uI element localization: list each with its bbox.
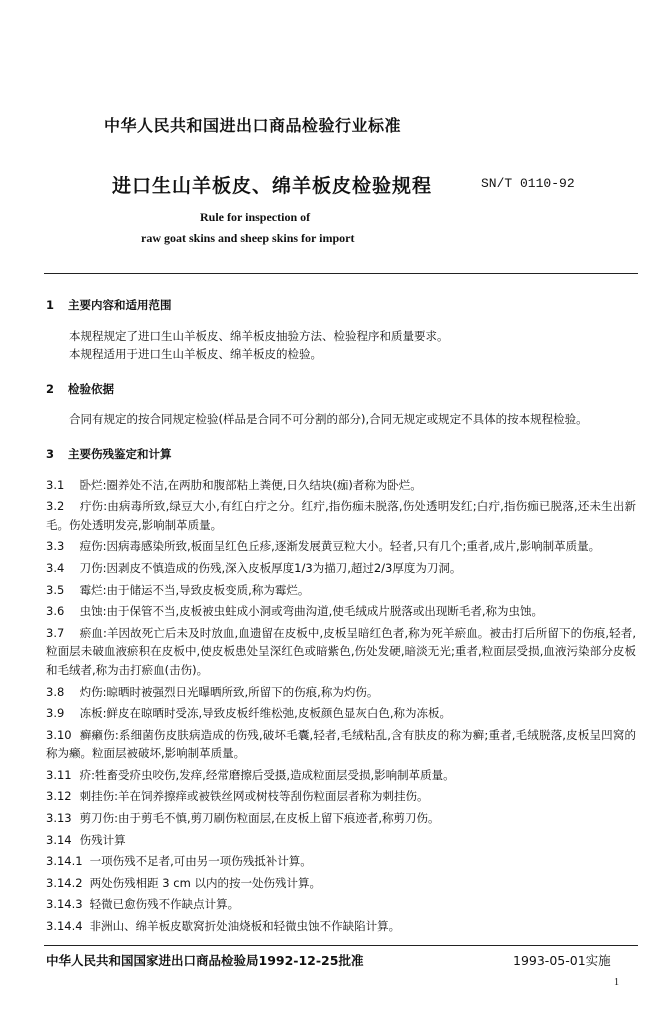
clause-item <box>46 726 636 763</box>
section-number: 1 <box>46 298 55 312</box>
section-title: 主要伤残鉴定和计算 <box>68 446 172 461</box>
clause-item <box>46 497 636 534</box>
clause-text: 虫蚀:由于保管不当,皮板被虫蛀成小洞或弯曲沟道,使毛绒成片脱落或出现断毛者,称为虫蚀。 <box>79 604 543 619</box>
clause-text: 伤残计算 <box>79 832 126 847</box>
clause-number: 3.9 <box>46 706 65 721</box>
clause-number: 3.12 <box>46 789 72 804</box>
clause-text: 癣癞伤:系细菌伤皮肤病造成的伤残,破坏毛囊,轻者,毛绒粘乱,含有肤皮的称为癣;重者,毛绒脱落,皮板呈凹窝的称为癞。粒面层被破坏,影响制革质量。 <box>46 727 637 761</box>
clause-item <box>46 809 636 828</box>
clause-text: 灼伤:晾晒时被强烈日光曝晒所致,所留下的伤痕,称为灼伤。 <box>79 684 379 699</box>
clause-item <box>46 766 636 785</box>
clause-text: 瘀血:羊因故死亡后未及时放血,血遗留在皮板中,皮板呈暗红色者,称为死羊瘀血。被击打后所留下的伤痕,轻者,粒面层未破血液瘀积在皮板中,使皮板患处呈深红色或暗紫色,伤处发硬,暗淡无光;重者,粒面层受损,血液污染部分皮板和毛绒者,称为击打瘀血(击伤)。 <box>46 625 636 677</box>
clause-text: 两处伤残相距 3 cm 以内的按一处伤残计算。 <box>89 875 321 890</box>
clause-text: 卧烂:圈养处不洁,在两肋和腹部粘上粪便,日久结块(痂)者称为卧烂。 <box>79 477 422 492</box>
page-number: 1 <box>614 977 619 988</box>
section-number: 3 <box>46 446 55 461</box>
section-number: 2 <box>46 381 55 396</box>
section-title: 检验依据 <box>68 381 115 396</box>
clause-number: 3.4 <box>46 560 65 575</box>
clause-text: 剪刀伤:由于剪毛不慎,剪刀刷伤粒面层,在皮板上留下痕迹者,称剪刀伤。 <box>79 811 440 826</box>
clause-item <box>46 787 636 806</box>
document-body <box>46 296 636 939</box>
approval-statement: 中华人民共和国国家进出口商品检验局1992-12-25批准 <box>46 953 364 968</box>
clause-text: 刺挂伤:羊在饲养擦痒或被铁丝网或树枝等刮伤粒面层者称为刺挂伤。 <box>79 789 429 804</box>
clause-number: 3.14.2 <box>46 875 83 890</box>
clause-number: 3.14.4 <box>46 919 83 934</box>
clause-number: 3.14 <box>46 832 72 847</box>
clause-number: 3.5 <box>46 582 65 597</box>
clause-number: 3.14.1 <box>46 854 83 869</box>
section-heading-3 <box>46 445 636 464</box>
clause-item <box>46 476 636 495</box>
clause-item <box>46 704 636 723</box>
clause-number: 3.7 <box>46 625 65 640</box>
clause-item <box>46 559 636 578</box>
paragraph: 合同有规定的按合同规定检验(样品是合同不可分割的部分),合同无规定或规定不具体的按本规程检验。 <box>69 412 588 427</box>
footer-divider <box>44 945 638 946</box>
subclause-item <box>46 874 636 893</box>
implementation-date: 1993-05-01实施 <box>513 953 611 968</box>
clause-number: 3.8 <box>46 684 65 699</box>
clause-text: 一项伤残不足者,可由另一项伤残抵补计算。 <box>89 854 312 869</box>
clause-item <box>46 581 636 600</box>
clause-text: 轻微已愈伤残不作缺点计算。 <box>89 897 240 912</box>
clause-number: 3.13 <box>46 811 72 826</box>
clause-item <box>46 624 636 680</box>
clause-text: 疔伤:由病毒所致,绿豆大小,有红白疔之分。红疔,指伤痂未脱落,伤处透明发红;白疔,指伤痂已脱落,还未生出新毛。伤处透明发亮,影响制革质量。 <box>46 499 637 532</box>
subclause-item <box>46 917 636 936</box>
clause-text: 刀伤:因剥皮不慎造成的伤残,深入皮板厚度1/3为描刀,超过2/3厚度为刀洞。 <box>79 560 462 575</box>
document-title-en-line1: Rule for inspection of <box>200 210 311 224</box>
issuing-authority: 中华人民共和国进出口商品检验行业标准 <box>104 116 402 135</box>
document-title-cn: 进口生山羊板皮、绵羊板皮检验规程 <box>112 175 433 197</box>
clause-item <box>46 537 636 556</box>
standard-number: SN/T 0110-92 <box>481 176 575 191</box>
clause-item <box>46 683 636 702</box>
document-title-en-line2: raw goat skins and sheep skins for import <box>141 231 355 245</box>
clause-number: 3.2 <box>46 499 65 514</box>
paragraph: 本规程规定了进口生山羊板皮、绵羊板皮抽验方法、检验程序和质量要求。 <box>69 328 449 343</box>
header-divider <box>44 273 638 274</box>
clause-text: 霉烂:由于储运不当,导致皮板变质,称为霉烂。 <box>79 582 310 597</box>
clause-number: 3.1 <box>46 477 65 492</box>
clause-text: 冻板:鲜皮在晾晒时受冻,导致皮板纤维松弛,皮板颜色显灰白色,称为冻板。 <box>79 706 451 721</box>
clause-item <box>46 602 636 621</box>
clause-text: 痘伤:因病毒感染所致,板面呈红色丘疹,逐渐发展黄豆粒大小。轻者,只有几个;重者,成片,影响制革质量。 <box>79 539 601 554</box>
clause-number: 3.3 <box>46 539 65 554</box>
section-heading-1 <box>46 296 636 315</box>
clause-number: 3.6 <box>46 604 65 619</box>
subclause-item <box>46 852 636 871</box>
clause-number: 3.11 <box>46 767 72 782</box>
clause-number: 3.14.3 <box>46 897 83 912</box>
section-title: 主要内容和适用范围 <box>68 298 172 312</box>
clause-text: 疥:牲畜受疥虫咬伤,发痒,经常磨擦后受摄,造成粒面层受损,影响制革质量。 <box>79 767 455 782</box>
clause-item <box>46 831 636 850</box>
clause-text: 非洲山、绵羊板皮歇窝折处油烧板和轻微虫蚀不作缺陷计算。 <box>89 919 401 934</box>
subclause-item <box>46 895 636 914</box>
paragraph: 本规程适用于进口生山羊板皮、绵羊板皮的检验。 <box>69 347 322 362</box>
section-heading-2 <box>46 380 636 399</box>
clause-number: 3.10 <box>46 727 72 742</box>
